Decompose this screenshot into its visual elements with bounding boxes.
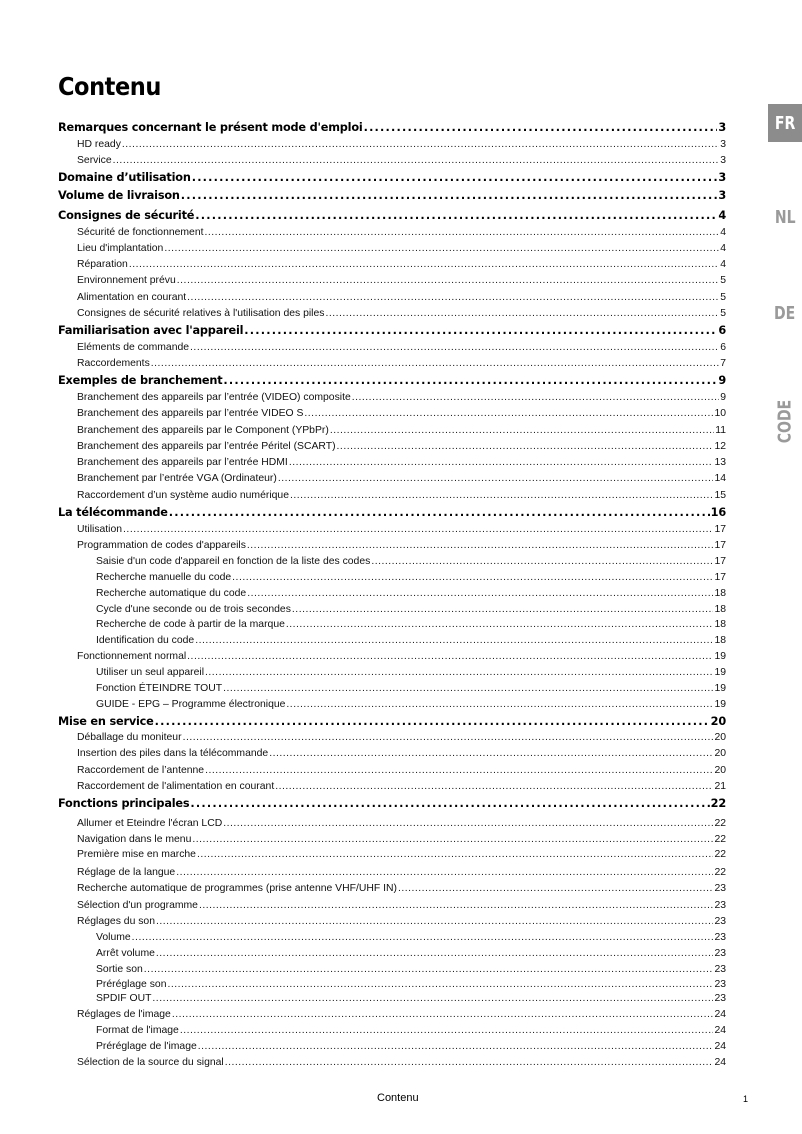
toc-entry-label: Fonction ÉTEINDRE TOUT: [96, 683, 223, 695]
toc-entry-label: Raccordement de l’antenne: [77, 764, 205, 776]
dot-leader: [167, 978, 713, 992]
dot-leader: [192, 832, 713, 848]
toc-entry-label: SPDIF OUT: [96, 993, 152, 1005]
toc-entry[interactable]: [58, 978, 726, 992]
toc-entry-label: Première mise en marche: [77, 849, 196, 861]
toc-entry-page: 15: [714, 489, 726, 501]
dot-leader: [289, 455, 714, 471]
dot-leader: [247, 538, 714, 554]
toc-entry[interactable]: [58, 372, 726, 390]
toc-entry-label: Allumer et Eteindre l'écran LCD: [77, 817, 223, 829]
dot-leader: [190, 340, 719, 356]
page-title: Contenu: [58, 72, 161, 101]
dot-leader: [144, 962, 714, 978]
toc-entry-label: Déballage du moniteur: [77, 732, 182, 744]
toc-entry-page: 4: [720, 242, 726, 254]
toc-entry-label: Réglages de l'image: [77, 1008, 171, 1020]
toc-entry[interactable]: [58, 586, 726, 602]
dot-leader: [123, 522, 713, 538]
dot-leader: [156, 914, 713, 930]
toc-entry-label: Réparation: [77, 259, 128, 271]
dot-leader: [183, 730, 714, 746]
toc-entry-label: Lieu d'implantation: [77, 242, 164, 254]
dot-leader: [398, 881, 713, 897]
dot-leader: [132, 930, 714, 946]
toc-entry[interactable]: [58, 570, 726, 586]
toc-entry-page: 20: [714, 732, 726, 744]
toc-entry-page: 16: [710, 506, 726, 520]
toc-entry[interactable]: [58, 991, 726, 1007]
toc-entry[interactable]: [58, 356, 726, 372]
toc-entry-label: Recherche manuelle du code: [96, 571, 232, 583]
dot-leader: [275, 779, 713, 795]
toc-entry[interactable]: [58, 1007, 726, 1023]
dot-leader: [205, 225, 720, 241]
toc-entry[interactable]: [58, 914, 726, 930]
dot-leader: [371, 554, 713, 570]
toc-entry-page: 24: [714, 1025, 726, 1037]
toc-entry-label: Raccordement de l'alimentation en courant: [77, 781, 275, 792]
toc-entry-label: Utilisation: [77, 523, 123, 535]
toc-entry-page: 10: [714, 408, 726, 420]
toc-entry[interactable]: [58, 257, 726, 273]
toc-entry-page: 9: [720, 391, 726, 403]
toc-entry-page: 23: [714, 963, 726, 975]
toc-entry-page: 5: [720, 275, 726, 287]
toc-entry-label: Mise en service: [58, 714, 154, 728]
toc-entry-page: 22: [714, 866, 726, 878]
toc-entry-page: 6: [718, 324, 726, 338]
toc-entry[interactable]: [58, 187, 726, 205]
toc-entry-label: Volume: [96, 932, 131, 944]
toc-entry-page: 23: [714, 932, 726, 944]
toc-entry-page: 20: [714, 748, 726, 760]
toc-entry[interactable]: [58, 649, 726, 665]
toc-entry[interactable]: [58, 306, 726, 322]
toc-entry-label: Recherche automatique de programmes (prise antenne VHF/UHF IN): [77, 883, 397, 895]
toc-entry-label: Préréglage de l'image: [96, 1041, 197, 1053]
toc-entry-label: Réglage de la langue: [77, 866, 176, 878]
dot-leader: [181, 187, 718, 205]
toc-entry-page: 19: [714, 667, 726, 679]
dot-leader: [286, 617, 714, 633]
toc-entry-label: Recherche automatique du code: [96, 587, 247, 599]
table-of-contents: [58, 119, 726, 1071]
dot-leader: [364, 119, 718, 137]
dot-leader: [247, 586, 713, 602]
toc-entry-label: Branchement des appareils par l’entrée (VIDEO) composite: [77, 391, 351, 403]
toc-entry-page: 22: [710, 797, 726, 811]
toc-entry-page: 22: [714, 817, 726, 829]
toc-entry[interactable]: [58, 865, 726, 881]
toc-entry[interactable]: [58, 681, 726, 697]
dot-leader: [195, 633, 713, 649]
toc-entry-label: Branchement des appareils par le Component (YPbPr): [77, 424, 329, 436]
dot-leader: [290, 488, 713, 504]
toc-entry-page: 5: [720, 291, 726, 303]
toc-entry-label: HD ready: [77, 138, 121, 150]
toc-entry-label: Eléments de commande: [77, 341, 190, 353]
toc-entry-label: Sécurité de fonctionnement: [77, 226, 204, 238]
toc-entry-page: 6: [720, 341, 726, 353]
toc-entry[interactable]: [58, 169, 726, 187]
dot-leader: [223, 816, 713, 832]
toc-entry-page: 18: [714, 587, 726, 599]
toc-entry-page: 3: [720, 138, 726, 150]
toc-entry-page: 7: [720, 358, 726, 370]
toc-entry-page: 17: [714, 571, 726, 583]
toc-entry-page: 19: [714, 650, 726, 662]
toc-entry-page: 17: [714, 539, 726, 551]
toc-entry[interactable]: [58, 633, 726, 649]
dot-leader: [223, 372, 717, 390]
toc-entry[interactable]: [58, 763, 726, 779]
toc-entry[interactable]: [58, 137, 726, 153]
toc-entry-page: 22: [714, 834, 726, 846]
dot-leader: [337, 439, 714, 455]
toc-entry-page: 12: [714, 440, 726, 452]
toc-entry-page: 19: [714, 698, 726, 710]
toc-entry-page: 3: [718, 121, 726, 134]
toc-entry-label: Service: [77, 154, 112, 166]
toc-entry-page: 18: [714, 635, 726, 647]
dot-leader: [177, 273, 719, 289]
toc-entry-label: Branchement des appareils par l’entrée HDMI: [77, 457, 288, 469]
toc-entry-page: 20: [710, 714, 726, 728]
dot-leader: [129, 257, 719, 273]
dot-leader: [169, 504, 710, 522]
toc-entry[interactable]: [58, 881, 726, 897]
toc-entry-label: Alimentation en courant: [77, 291, 187, 303]
toc-entry[interactable]: [58, 538, 726, 554]
toc-entry[interactable]: [58, 665, 726, 681]
toc-entry-label: Consignes de sécurité: [58, 209, 195, 223]
dot-leader: [187, 290, 719, 306]
toc-entry-label: Raccordement d’un système audio numérique: [77, 489, 289, 501]
toc-entry-label: Consignes de sécurité relatives à l'utilisation des piles: [77, 308, 325, 320]
toc-entry[interactable]: [58, 423, 726, 439]
toc-entry[interactable]: [58, 488, 726, 504]
toc-entry[interactable]: [58, 390, 726, 406]
toc-entry-label: Sélection d'un programme: [77, 899, 198, 911]
toc-entry-page: 23: [714, 915, 726, 927]
dot-leader: [198, 1039, 714, 1055]
toc-entry-page: 24: [714, 1056, 726, 1068]
dot-leader: [113, 153, 720, 169]
toc-entry-label: Insertion des piles dans la télécommande: [77, 748, 269, 760]
toc-entry-page: 3: [720, 154, 726, 166]
toc-entry[interactable]: [58, 617, 726, 633]
toc-entry-page: 18: [714, 603, 726, 615]
toc-entry-page: 3: [718, 171, 726, 185]
toc-entry-page: 24: [714, 1008, 726, 1020]
toc-entry-page: 23: [714, 978, 726, 990]
toc-entry[interactable]: [58, 930, 726, 946]
toc-entry[interactable]: [58, 832, 726, 848]
toc-entry-label: Familiarisation avec l'appareil: [58, 324, 244, 338]
toc-entry[interactable]: [58, 730, 726, 746]
toc-entry-label: Domaine d’utilisation: [58, 171, 191, 185]
toc-entry-label: Recherche de code à partir de la marque: [96, 619, 285, 631]
toc-entry[interactable]: [58, 207, 726, 225]
toc-entry-page: 19: [714, 683, 726, 695]
toc-entry[interactable]: [58, 602, 726, 618]
toc-entry-label: Saisie d'un code d'appareil en fonction de la liste des codes: [96, 556, 371, 568]
toc-entry[interactable]: [58, 898, 726, 914]
dot-leader: [278, 471, 714, 487]
dot-leader: [330, 423, 714, 439]
toc-entry-label: Branchement des appareils par l’entrée VIDEO S: [77, 408, 304, 420]
toc-entry-label: Exemples de branchement: [58, 374, 223, 388]
toc-entry[interactable]: [58, 713, 726, 731]
toc-entry-label: Format de l'image: [96, 1025, 179, 1037]
toc-entry[interactable]: [58, 340, 726, 356]
toc-entry-label: Raccordements: [77, 358, 150, 370]
dot-leader: [304, 406, 713, 422]
toc-entry[interactable]: [58, 322, 726, 340]
toc-entry-label: Sélection de la source du signal: [77, 1056, 224, 1068]
toc-entry[interactable]: [58, 795, 726, 813]
toc-entry-page: 22: [714, 849, 726, 861]
toc-entry[interactable]: [58, 779, 726, 795]
toc-entry-label: Programmation de codes d'appareils: [77, 539, 246, 551]
toc-entry-page: 5: [720, 308, 726, 320]
language-tab-fr[interactable]: FR: [768, 104, 802, 142]
toc-entry-page: 14: [714, 473, 726, 485]
toc-entry[interactable]: [58, 153, 726, 169]
dot-leader: [197, 848, 713, 862]
dot-leader: [180, 1023, 714, 1039]
dot-leader: [190, 795, 709, 813]
toc-entry-page: 4: [720, 226, 726, 238]
toc-entry[interactable]: [58, 1039, 726, 1055]
toc-entry[interactable]: [58, 504, 726, 522]
toc-entry-label: Sortie son: [96, 963, 143, 975]
dot-leader: [164, 241, 719, 257]
toc-entry-page: 3: [718, 188, 726, 202]
toc-entry-page: 21: [714, 781, 726, 792]
language-tab-de[interactable]: DE: [774, 302, 796, 324]
toc-entry-page: 4: [718, 209, 726, 223]
toc-entry[interactable]: [58, 554, 726, 570]
toc-entry-label: GUIDE - EPG – Programme électronique: [96, 698, 286, 710]
dot-leader: [292, 602, 714, 618]
footer-page-number: 1: [743, 1094, 749, 1104]
dot-leader: [225, 1055, 714, 1071]
toc-entry-page: 20: [714, 764, 726, 776]
toc-entry-page: 13: [714, 457, 726, 469]
dot-leader: [325, 306, 719, 322]
toc-entry-label: La télécommande: [58, 506, 168, 520]
toc-entry[interactable]: [58, 946, 726, 962]
toc-entry-label: Préréglage son: [96, 978, 167, 990]
toc-entry[interactable]: [58, 522, 726, 538]
toc-entry-page: 23: [714, 947, 726, 959]
toc-entry-page: 4: [720, 259, 726, 271]
dot-leader: [151, 356, 719, 372]
toc-entry-label: Remarques concernant le présent mode d'emploi: [58, 121, 363, 134]
toc-entry-label: Branchement des appareils par l’entrée Péritel (SCART): [77, 440, 336, 452]
language-tab-nl[interactable]: NL: [774, 206, 796, 228]
toc-entry[interactable]: [58, 290, 726, 306]
dot-leader: [269, 746, 713, 762]
toc-entry-label: Navigation dans le menu: [77, 834, 192, 846]
dot-leader: [199, 898, 713, 914]
dot-leader: [187, 649, 713, 665]
dot-leader: [223, 681, 713, 697]
toc-entry-page: 9: [718, 374, 726, 388]
dot-leader: [156, 946, 714, 962]
toc-entry[interactable]: [58, 225, 726, 241]
dot-leader: [176, 865, 713, 881]
toc-entry-label: Fonctions principales: [58, 797, 190, 811]
footer-section-title: Contenu: [377, 1092, 419, 1104]
toc-entry[interactable]: [58, 273, 726, 289]
dot-leader: [352, 390, 719, 406]
toc-entry[interactable]: [58, 119, 726, 137]
toc-entry-label: Réglages du son: [77, 915, 155, 927]
toc-entry-label: Identification du code: [96, 635, 195, 647]
toc-entry-label: Volume de livraison: [58, 188, 180, 202]
dot-leader: [195, 207, 717, 225]
toc-entry[interactable]: [58, 746, 726, 762]
toc-entry-label: Branchement par l’entrée VGA (Ordinateur): [77, 473, 277, 485]
language-tab-code[interactable]: CODE: [774, 399, 796, 443]
toc-entry-page: 18: [714, 619, 726, 631]
toc-entry-label: Utiliser un seul appareil: [96, 667, 205, 679]
toc-entry[interactable]: [58, 471, 726, 487]
dot-leader: [172, 1007, 714, 1023]
toc-entry-page: 17: [714, 556, 726, 568]
toc-entry[interactable]: [58, 962, 726, 978]
toc-entry-page: 23: [714, 993, 726, 1005]
dot-leader: [152, 991, 713, 1007]
dot-leader: [286, 697, 713, 713]
dot-leader: [244, 322, 717, 340]
toc-entry[interactable]: [58, 697, 726, 713]
dot-leader: [122, 137, 719, 153]
toc-entry-label: Environnement prévu: [77, 275, 176, 287]
dot-leader: [205, 763, 713, 779]
toc-entry-page: 24: [714, 1041, 726, 1053]
toc-entry[interactable]: [58, 439, 726, 455]
dot-leader: [192, 169, 718, 187]
toc-entry-page: 23: [714, 899, 726, 911]
toc-entry-page: 17: [714, 523, 726, 535]
toc-entry[interactable]: [58, 455, 726, 471]
dot-leader: [155, 713, 710, 731]
toc-entry-label: Arrêt volume: [96, 947, 155, 959]
toc-entry[interactable]: [58, 406, 726, 422]
toc-entry-label: Cycle d'une seconde ou de trois secondes: [96, 603, 291, 615]
toc-entry[interactable]: [58, 848, 726, 862]
dot-leader: [205, 665, 713, 681]
toc-entry-page: 11: [715, 424, 726, 436]
toc-entry-page: 23: [714, 883, 726, 895]
toc-entry[interactable]: [58, 1023, 726, 1039]
toc-entry[interactable]: [58, 816, 726, 832]
dot-leader: [232, 570, 713, 586]
toc-entry[interactable]: [58, 1055, 726, 1071]
toc-entry-label: Fonctionnement normal: [77, 650, 187, 662]
toc-entry[interactable]: [58, 241, 726, 257]
